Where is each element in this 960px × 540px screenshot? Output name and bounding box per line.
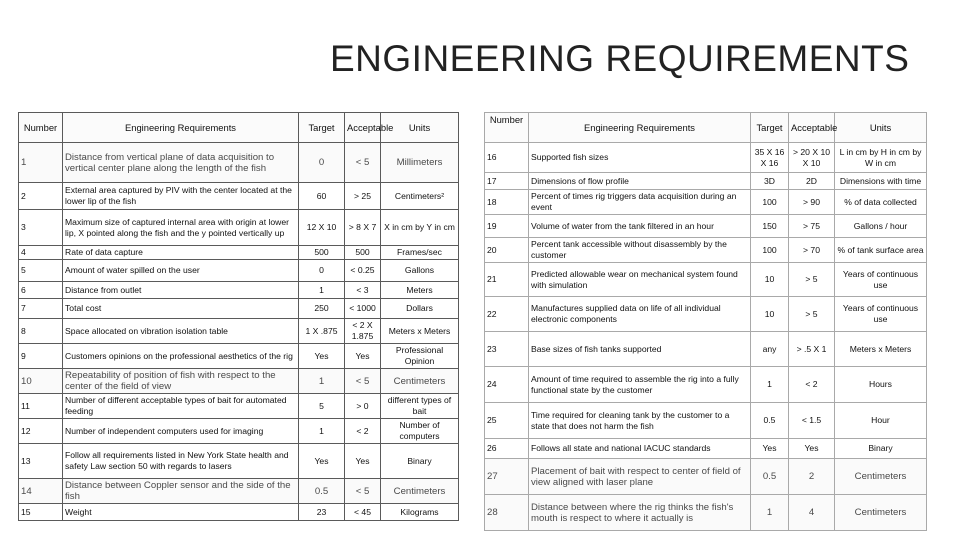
target-value: 23 (299, 504, 345, 521)
row-number: 11 (19, 394, 63, 419)
row-number: 17 (485, 173, 529, 190)
target-value: 1 (751, 367, 789, 403)
units-value: Number of computers (381, 419, 459, 444)
acceptable-value: 2 (789, 459, 835, 495)
requirement-text: External area captured by PIV with the center located at the lower lip of the fish (63, 183, 299, 210)
acceptable-value: < 2 X 1.875 (345, 319, 381, 344)
units-value: Years of continuous use (835, 263, 927, 297)
slide-title: ENGINEERING REQUIREMENTS (330, 38, 910, 79)
table-row (19, 504, 459, 521)
row-number: 15 (19, 504, 63, 521)
acceptable-value: < 2 (345, 419, 381, 444)
requirements-table-left (18, 112, 459, 521)
row-number: 18 (485, 190, 529, 215)
target-value: 250 (299, 299, 345, 319)
units-value: Centimeters (381, 479, 459, 504)
acceptable-value: > 8 X 7 (345, 210, 381, 246)
acceptable-value: > 20 X 10 X 10 (789, 143, 835, 173)
target-value: Yes (299, 344, 345, 369)
acceptable-value: < 3 (345, 282, 381, 299)
table-row (485, 332, 927, 367)
units-value: L in cm by H in cm by W in cm (835, 143, 927, 173)
acceptable-value: < 1.5 (789, 403, 835, 439)
requirement-text: Number of independent computers used for imaging (63, 419, 299, 444)
target-value: 10 (751, 297, 789, 332)
requirement-text: Amount of water spilled on the user (63, 260, 299, 282)
row-number: 10 (19, 369, 63, 394)
target-value: 35 X 16 X 16 (751, 143, 789, 173)
header-units: Units (381, 113, 459, 143)
units-value: Professional Opinion (381, 344, 459, 369)
acceptable-value: < 45 (345, 504, 381, 521)
table-row (485, 143, 927, 173)
target-value: 100 (751, 190, 789, 215)
row-number: 5 (19, 260, 63, 282)
row-number: 25 (485, 403, 529, 439)
acceptable-value: < 5 (345, 479, 381, 504)
table-row (19, 444, 459, 479)
units-value: Meters x Meters (381, 319, 459, 344)
table-row (485, 263, 927, 297)
table-row (485, 459, 927, 495)
units-value: Centimeters² (381, 183, 459, 210)
table-row (19, 282, 459, 299)
target-value: 1 (751, 495, 789, 531)
requirement-text: Time required for cleaning tank by the customer to a state that does not harm the fish (529, 403, 751, 439)
requirement-text: Repeatability of position of fish with respect to the center of the field of view (63, 369, 299, 394)
row-number: 14 (19, 479, 63, 504)
acceptable-value: 2D (789, 173, 835, 190)
target-value: 500 (299, 246, 345, 260)
acceptable-value: < 5 (345, 143, 381, 183)
row-number: 19 (485, 215, 529, 238)
requirement-text: Distance between where the rig thinks the fish's mouth is respect to where it actually is (529, 495, 751, 531)
table-row (19, 299, 459, 319)
requirement-text: Distance from outlet (63, 282, 299, 299)
units-value: % of tank surface area (835, 238, 927, 263)
requirement-text: Number of different acceptable types of bait for automated feeding (63, 394, 299, 419)
units-value: Millimeters (381, 143, 459, 183)
units-value: Centimeters (835, 495, 927, 531)
acceptable-value: 500 (345, 246, 381, 260)
target-value: 0.5 (299, 479, 345, 504)
table-row (485, 403, 927, 439)
row-number: 7 (19, 299, 63, 319)
row-number: 20 (485, 238, 529, 263)
table-row (19, 210, 459, 246)
target-value: 5 (299, 394, 345, 419)
units-value: Years of continuous use (835, 297, 927, 332)
target-value: 1 X .875 (299, 319, 345, 344)
row-number: 22 (485, 297, 529, 332)
requirement-text: Base sizes of fish tanks supported (529, 332, 751, 367)
row-number: 2 (19, 183, 63, 210)
requirement-text: Follows all state and national IACUC standards (529, 439, 751, 459)
acceptable-value: > 5 (789, 263, 835, 297)
row-number: 3 (19, 210, 63, 246)
acceptable-value: > 90 (789, 190, 835, 215)
header-target: Target (299, 113, 345, 143)
table-row (19, 143, 459, 183)
header-units: Units (835, 113, 927, 143)
row-number: 6 (19, 282, 63, 299)
row-number: 23 (485, 332, 529, 367)
acceptable-value: Yes (789, 439, 835, 459)
table-header-row (19, 113, 459, 143)
row-number: 27 (485, 459, 529, 495)
row-number: 4 (19, 246, 63, 260)
requirement-text: Maximum size of captured internal area with origin at lower lip, X pointed along the fish and the y pointed vertically up (63, 210, 299, 246)
requirement-text: Percent of times rig triggers data acquisition during an event (529, 190, 751, 215)
row-number: 26 (485, 439, 529, 459)
units-value: Hour (835, 403, 927, 439)
target-value: 0 (299, 143, 345, 183)
requirement-text: Total cost (63, 299, 299, 319)
acceptable-value: < 1000 (345, 299, 381, 319)
target-value: 1 (299, 369, 345, 394)
table-row (485, 173, 927, 190)
table-row (485, 439, 927, 459)
acceptable-value: > 5 (789, 297, 835, 332)
acceptable-value: < 2 (789, 367, 835, 403)
row-number: 8 (19, 319, 63, 344)
units-value: Gallons / hour (835, 215, 927, 238)
row-number: 28 (485, 495, 529, 531)
target-value: 150 (751, 215, 789, 238)
header-number: Number (19, 113, 63, 143)
target-value: 1 (299, 419, 345, 444)
target-value: 0.5 (751, 459, 789, 495)
row-number: 16 (485, 143, 529, 173)
table-row (19, 319, 459, 344)
row-number: 1 (19, 143, 63, 183)
requirement-text: Distance between Coppler sensor and the side of the fish (63, 479, 299, 504)
requirement-text: Supported fish sizes (529, 143, 751, 173)
header-engineering-requirements: Engineering Requirements (529, 113, 751, 143)
row-number: 21 (485, 263, 529, 297)
requirement-text: Predicted allowable wear on mechanical system found with simulation (529, 263, 751, 297)
target-value: 0.5 (751, 403, 789, 439)
target-value: 1 (299, 282, 345, 299)
target-value: 3D (751, 173, 789, 190)
target-value: 10 (751, 263, 789, 297)
row-number: 13 (19, 444, 63, 479)
header-engineering-requirements: Engineering Requirements (63, 113, 299, 143)
header-acceptable: Acceptable (789, 113, 835, 143)
row-number: 9 (19, 344, 63, 369)
requirement-text: Dimensions of flow profile (529, 173, 751, 190)
requirement-text: Distance from vertical plane of data acquisition to vertical center plane along the length of the fish (63, 143, 299, 183)
units-value: % of data collected (835, 190, 927, 215)
requirement-text: Manufactures supplied data on life of all individual electronic components (529, 297, 751, 332)
units-value: Meters x Meters (835, 332, 927, 367)
units-value: Centimeters (835, 459, 927, 495)
requirement-text: Placement of bait with respect to center of field of view aligned with laser plane (529, 459, 751, 495)
units-value: X in cm by Y in cm (381, 210, 459, 246)
table-header-row (485, 113, 927, 143)
table-row (19, 479, 459, 504)
acceptable-value: 4 (789, 495, 835, 531)
requirement-text: Space allocated on vibration isolation table (63, 319, 299, 344)
units-value: Hours (835, 367, 927, 403)
table-row (19, 369, 459, 394)
units-value: Gallons (381, 260, 459, 282)
table-row (485, 297, 927, 332)
header-target: Target (751, 113, 789, 143)
requirement-text: Follow all requirements listed in New York State health and safety Law section 50 with regards to lasers (63, 444, 299, 479)
header-number: Number (485, 113, 529, 143)
header-acceptable: Acceptable (345, 113, 381, 143)
row-number: 24 (485, 367, 529, 403)
table-row (19, 344, 459, 369)
table-row (19, 394, 459, 419)
table-row (485, 238, 927, 263)
acceptable-value: Yes (345, 444, 381, 479)
requirement-text: Rate of data capture (63, 246, 299, 260)
acceptable-value: > 75 (789, 215, 835, 238)
table-row (19, 183, 459, 210)
table-row (485, 367, 927, 403)
units-value: Meters (381, 282, 459, 299)
units-value: Frames/sec (381, 246, 459, 260)
table-row (19, 260, 459, 282)
table-row (19, 419, 459, 444)
units-value: Centimeters (381, 369, 459, 394)
units-value: Binary (381, 444, 459, 479)
acceptable-value: Yes (345, 344, 381, 369)
units-value: Dimensions with time (835, 173, 927, 190)
target-value: 100 (751, 238, 789, 263)
target-value: 60 (299, 183, 345, 210)
target-value: any (751, 332, 789, 367)
units-value: Binary (835, 439, 927, 459)
requirement-text: Customers opinions on the professional aesthetics of the rig (63, 344, 299, 369)
target-value: Yes (751, 439, 789, 459)
acceptable-value: < 5 (345, 369, 381, 394)
table-row (485, 190, 927, 215)
table-row (485, 215, 927, 238)
target-value: Yes (299, 444, 345, 479)
acceptable-value: < 0.25 (345, 260, 381, 282)
units-value: Kilograms (381, 504, 459, 521)
target-value: 12 X 10 (299, 210, 345, 246)
requirements-table-right (484, 112, 927, 531)
acceptable-value: > 25 (345, 183, 381, 210)
units-value: Dollars (381, 299, 459, 319)
acceptable-value: > 70 (789, 238, 835, 263)
units-value: different types of bait (381, 394, 459, 419)
requirement-text: Percent tank accessible without disassembly by the customer (529, 238, 751, 263)
requirement-text: Weight (63, 504, 299, 521)
row-number: 12 (19, 419, 63, 444)
requirement-text: Amount of time required to assemble the rig into a fully functional state by the customer (529, 367, 751, 403)
acceptable-value: > .5 X 1 (789, 332, 835, 367)
target-value: 0 (299, 260, 345, 282)
requirement-text: Volume of water from the tank filtered in an hour (529, 215, 751, 238)
table-row (19, 246, 459, 260)
acceptable-value: > 0 (345, 394, 381, 419)
table-row (485, 495, 927, 531)
